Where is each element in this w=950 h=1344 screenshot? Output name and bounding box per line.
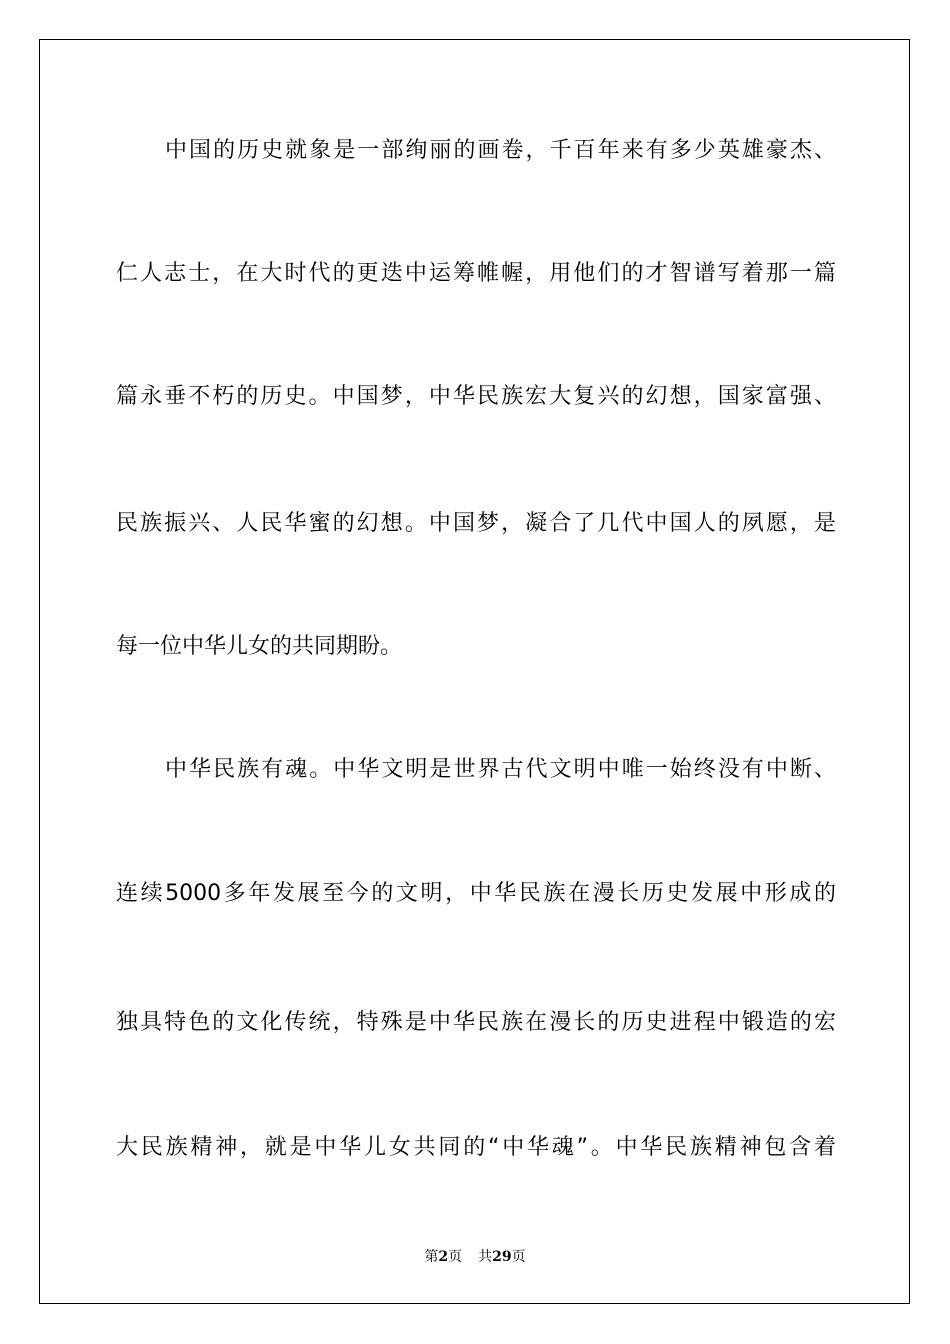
paragraph-line: 篇永垂不朽的历史。中国梦，中华民族宏大复兴的幻想，国家富强、 [116, 384, 836, 409]
paragraph-line: 每一位中华儿女的共同期盼。 [116, 634, 403, 659]
page-footer [0, 1248, 950, 1266]
page-prefix: 第 [424, 1249, 439, 1265]
page-suffix: 页 [448, 1249, 463, 1265]
paragraph-line: 仁人志士，在大时代的更迭中运筹帷幄，用他们的才智谱写着那一篇 [116, 261, 836, 286]
page-border [39, 39, 910, 1304]
total-suffix: 页 [511, 1249, 526, 1265]
paragraph-line: 中华民族有魂。中华文明是世界古代文明中唯一始终没有中断、 [165, 757, 836, 782]
paragraph-line: 中国的历史就象是一部绚丽的画卷，千百年来有多少英雄豪杰、 [165, 138, 836, 163]
paragraph-line: 民族振兴、人民华蜜的幻想。中国梦，凝合了几代中国人的夙愿，是 [116, 511, 836, 536]
page-number: 2 [438, 1249, 449, 1265]
total-prefix: 共 [478, 1249, 493, 1265]
paragraph-line: 独具特色的文化传统，特殊是中华民族在漫长的历史进程中锻造的宏 [116, 1010, 836, 1035]
paragraph-line: 大民族精神，就是中华儿女共同的“中华魂”。中华民族精神包含着 [116, 1135, 836, 1160]
total-pages: 29 [492, 1249, 512, 1265]
paragraph-line: 连续5000多年发展至今的文明，中华民族在漫长历史发展中形成的 [116, 881, 836, 906]
